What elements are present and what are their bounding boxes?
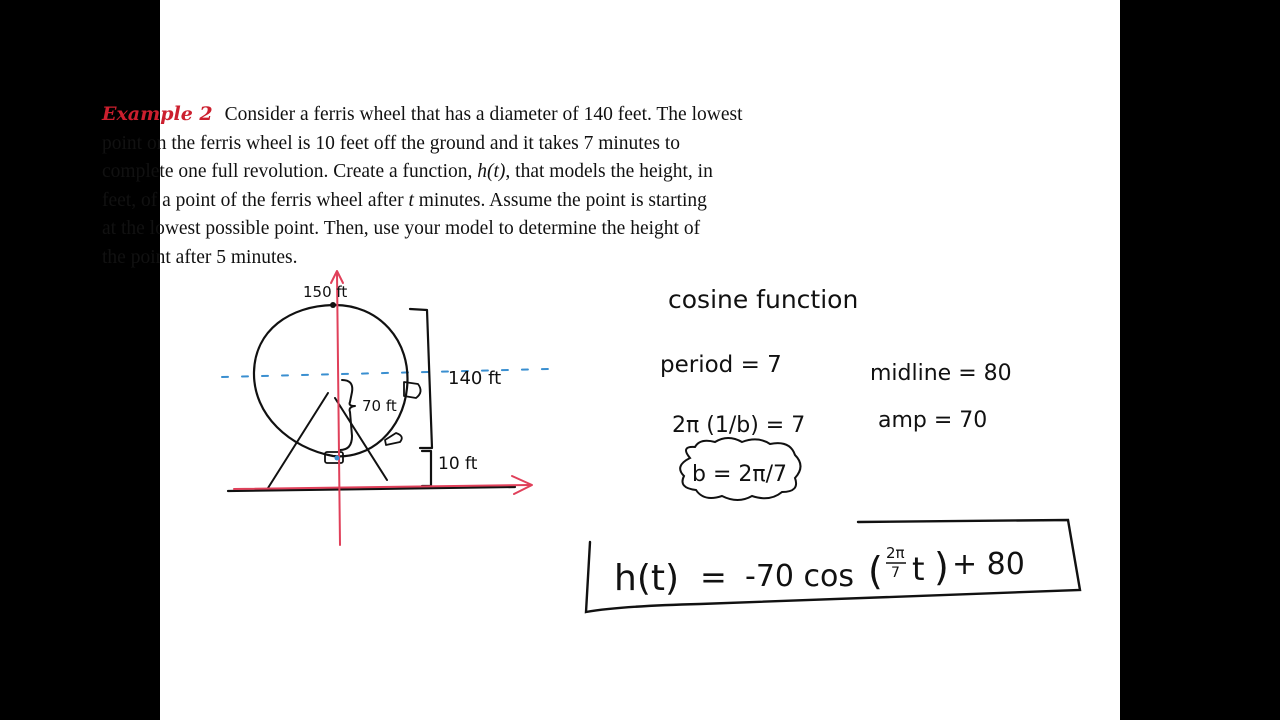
period-equation: 2π (1/b) = 7 [672,413,806,438]
top-point-marker [330,302,336,308]
answer-variable: t [912,550,925,588]
ground-clearance-label: 10 ft [438,454,478,474]
wheel-circle [254,305,408,456]
diameter-bracket [410,309,432,448]
support-leg-left [268,393,328,488]
problem-line-4: feet, of a point of the ferris wheel after t minutes. Assume the point is starting [102,189,707,211]
diagram-labels [303,283,501,474]
variable-t: t [408,189,414,211]
y-axis [337,273,340,545]
answer-close-paren: ) [934,545,949,589]
answer-arg-denominator: 7 [891,565,900,581]
final-answer [586,520,1080,612]
notes-heading: cosine function [668,285,859,314]
bottom-car [325,452,343,463]
diameter-label: 140 ft [448,368,502,389]
answer-lhs: h(t) [614,558,680,599]
answer-arg-numerator: 2π [886,544,905,562]
b-value: b = 2π/7 [692,462,788,487]
function-h-of-t: h(t) [477,161,506,182]
radius-brace [340,380,355,450]
top-height-label: 150 ft [303,283,348,301]
answer-equals: = [700,558,727,596]
answer-open-paren: ( [868,549,883,593]
radius-label: 70 ft [362,397,397,415]
problem-line-3: complete one full revolution. Create a function, h(t), that models the height, in [102,161,713,182]
period-note: period = 7 [660,352,782,378]
ground-bracket [422,451,431,486]
problem-line-1: Example 2 Consider a ferris wheel that has a diameter of 140 feet. The lowest [102,103,743,125]
problem-line-5: at the lowest possible point. Then, use your model to determine the height of [102,218,701,239]
amplitude-note: amp = 70 [878,408,988,433]
answer-tail: + 80 [952,547,1025,582]
start-point-marker [335,456,340,461]
work-notes [660,285,1012,487]
answer-coefficient: -70 cos [745,559,855,594]
example-label: Example 2 [102,103,213,125]
midline-note: midline = 80 [870,361,1012,386]
problem-line-2: point on the ferris wheel is 10 feet off the ground and it takes 7 minutes to [102,132,681,154]
problem-line-6: the point after 5 minutes. [102,246,298,268]
